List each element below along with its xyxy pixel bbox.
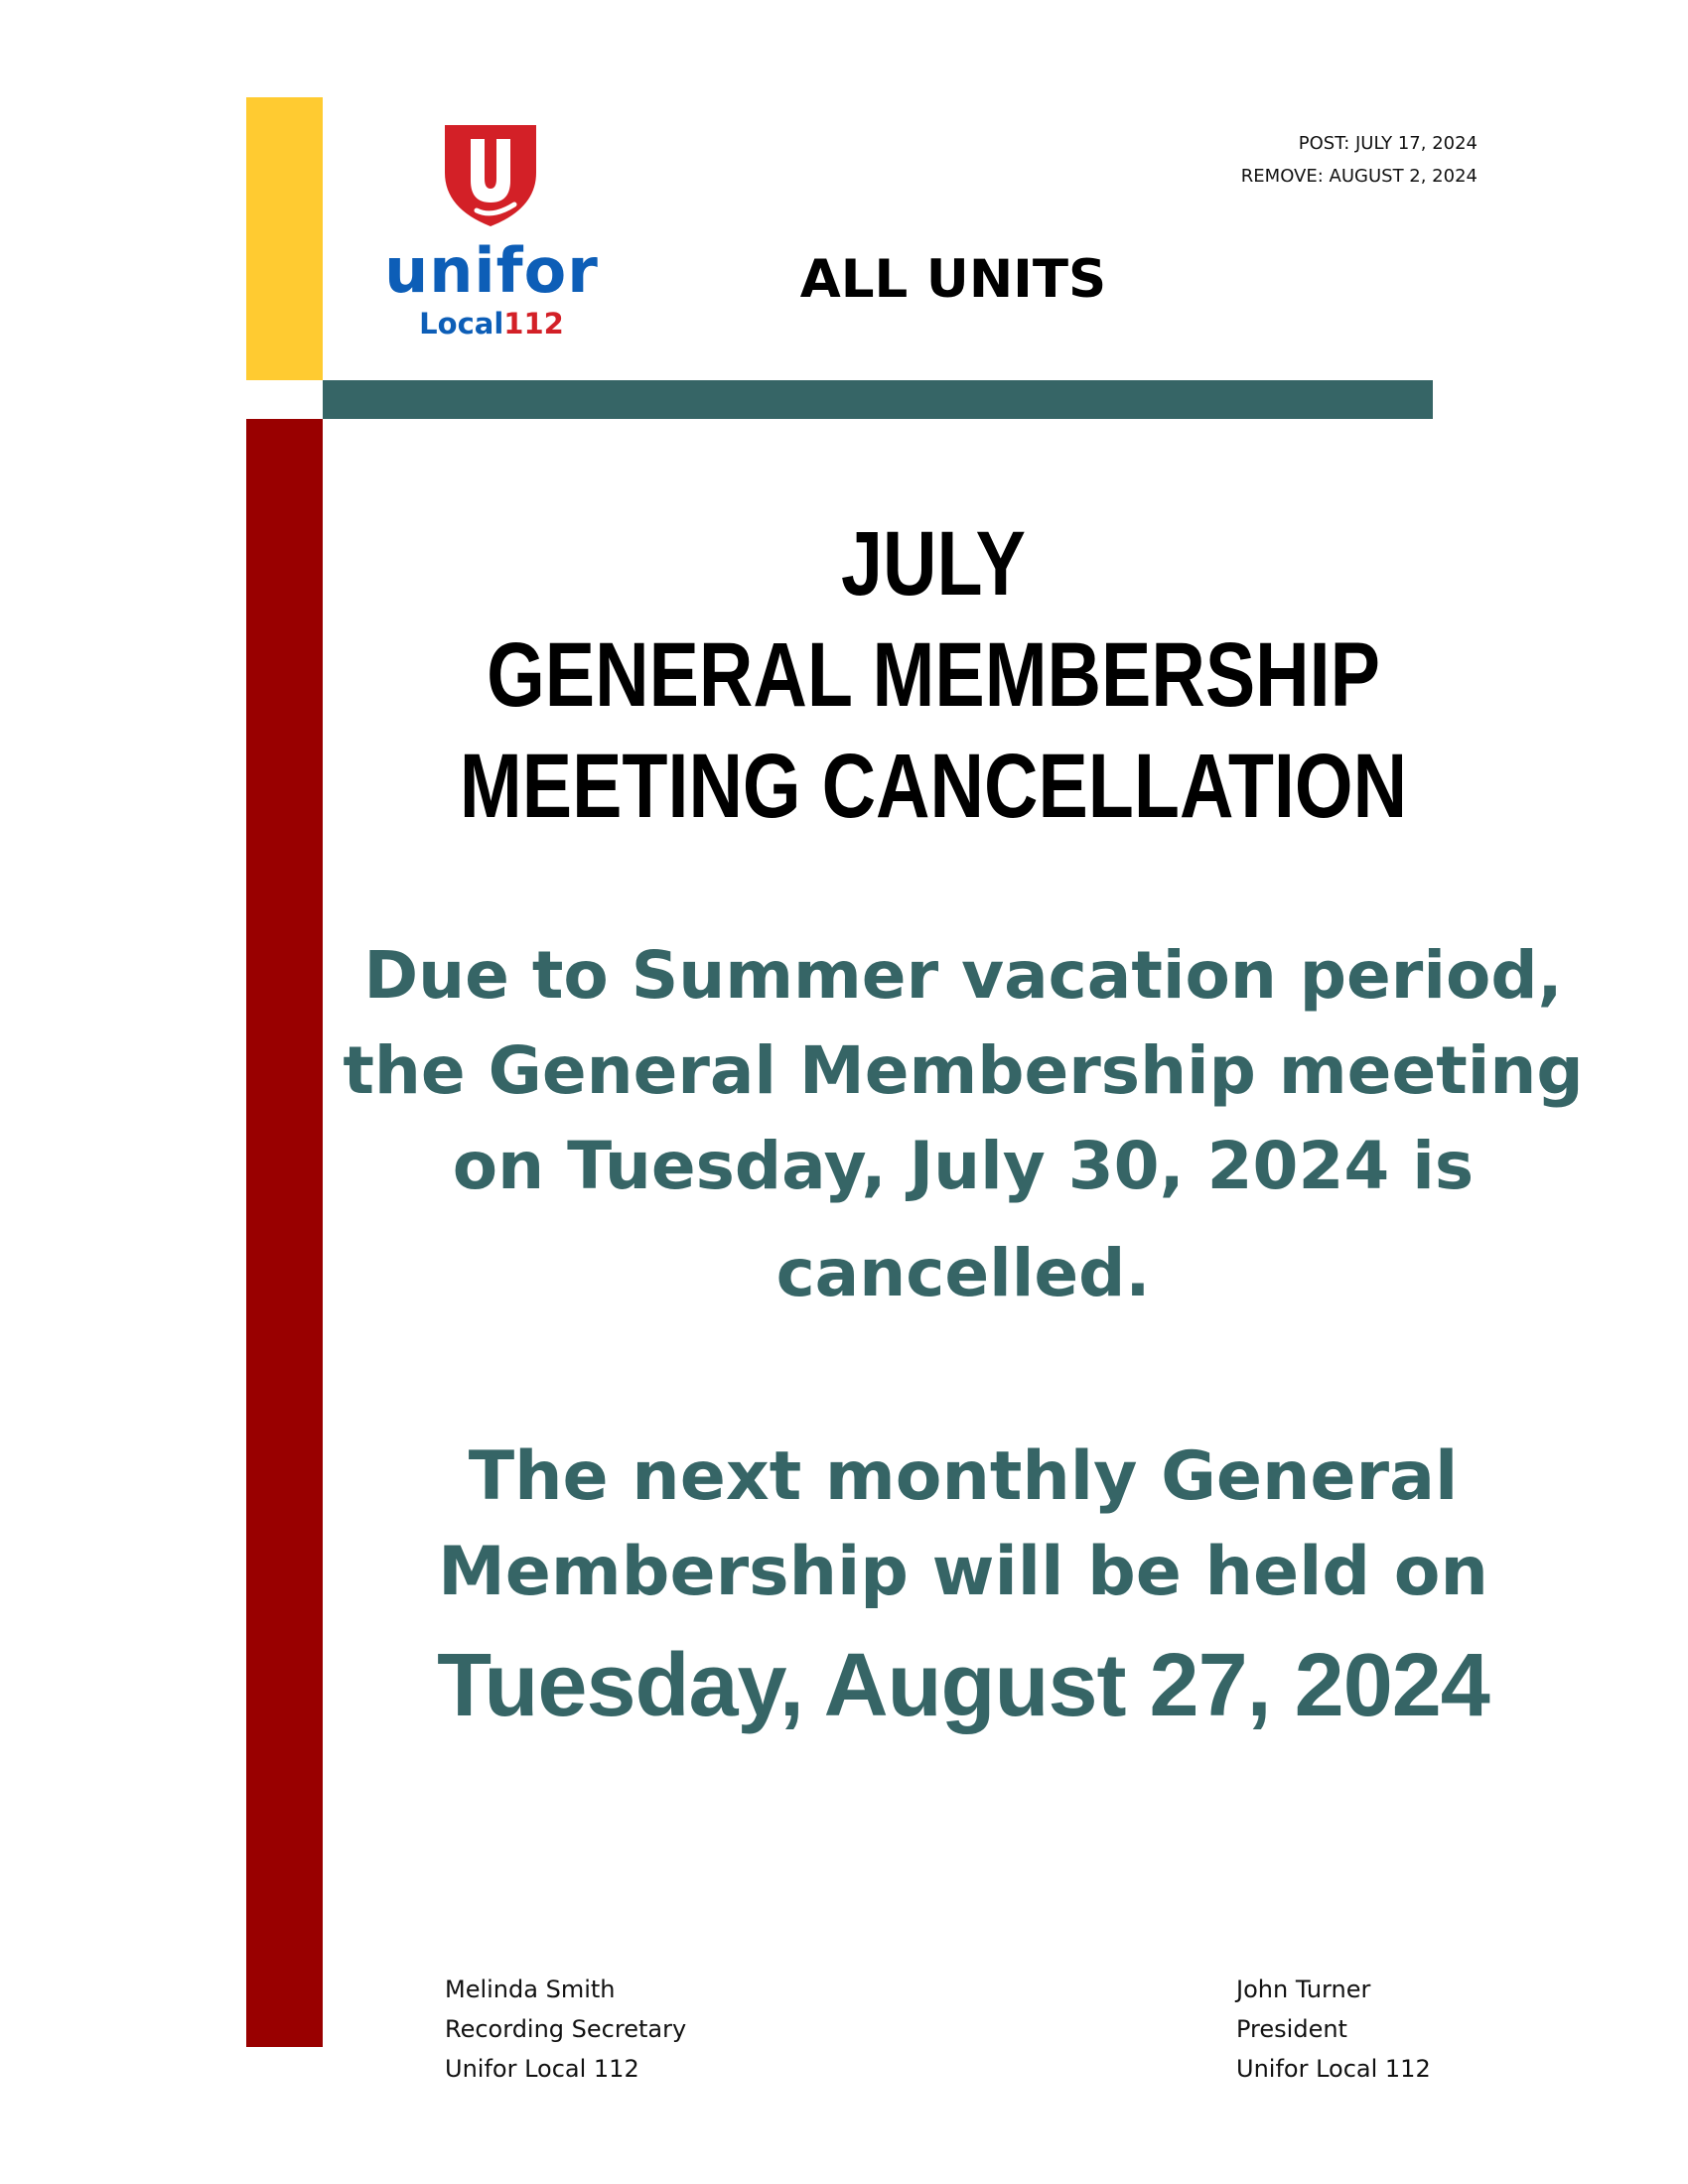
headline-line-2: GENERAL MEMBERSHIP [487,624,1380,726]
unifor-logo [357,121,626,349]
unifor-wordmark: unifor [384,234,599,307]
notice-line-1: Due to Summer vacation period, [363,937,1563,1014]
posting-dates [1241,127,1477,193]
notice-line-3: on Tuesday, July 30, 2024 is [452,1128,1475,1204]
local-number-label [357,307,626,341]
signature-title: President [1236,2015,1347,2043]
yellow-accent-bar [246,97,323,380]
headline [445,508,1422,842]
unifor-shield-u-icon [441,121,540,230]
next-meeting-notice [338,1430,1589,1745]
post-date: POST: JULY 17, 2024 [1298,133,1477,154]
headline-line-3: MEETING CANCELLATION [459,736,1408,837]
next-line-1: The next monthly General [468,1437,1459,1516]
signature-block-president [1236,1970,1431,2089]
signature-block-secretary [445,1970,686,2089]
local-number: 112 [503,307,564,341]
remove-date: REMOVE: AUGUST 2, 2024 [1240,166,1477,187]
next-line-2: Membership will be held on [438,1533,1488,1611]
teal-divider-bar [323,380,1433,419]
signature-org: Unifor Local 112 [445,2055,639,2083]
signature-org: Unifor Local 112 [1236,2055,1431,2083]
local-prefix: Local [419,307,504,341]
next-meeting-date: Tuesday, August 27, 2024 [437,1636,1489,1735]
notice-line-4: cancelled. [775,1235,1151,1311]
headline-line-1: JULY [841,513,1026,614]
signature-name: John Turner [1236,1976,1371,2003]
cancellation-notice [338,928,1589,1321]
red-accent-bar [246,419,323,2047]
notice-line-2: the General Membership meeting [343,1032,1584,1109]
audience-label: ALL UNITS [799,249,1107,310]
signature-name: Melinda Smith [445,1976,616,2003]
signature-title: Recording Secretary [445,2015,687,2043]
